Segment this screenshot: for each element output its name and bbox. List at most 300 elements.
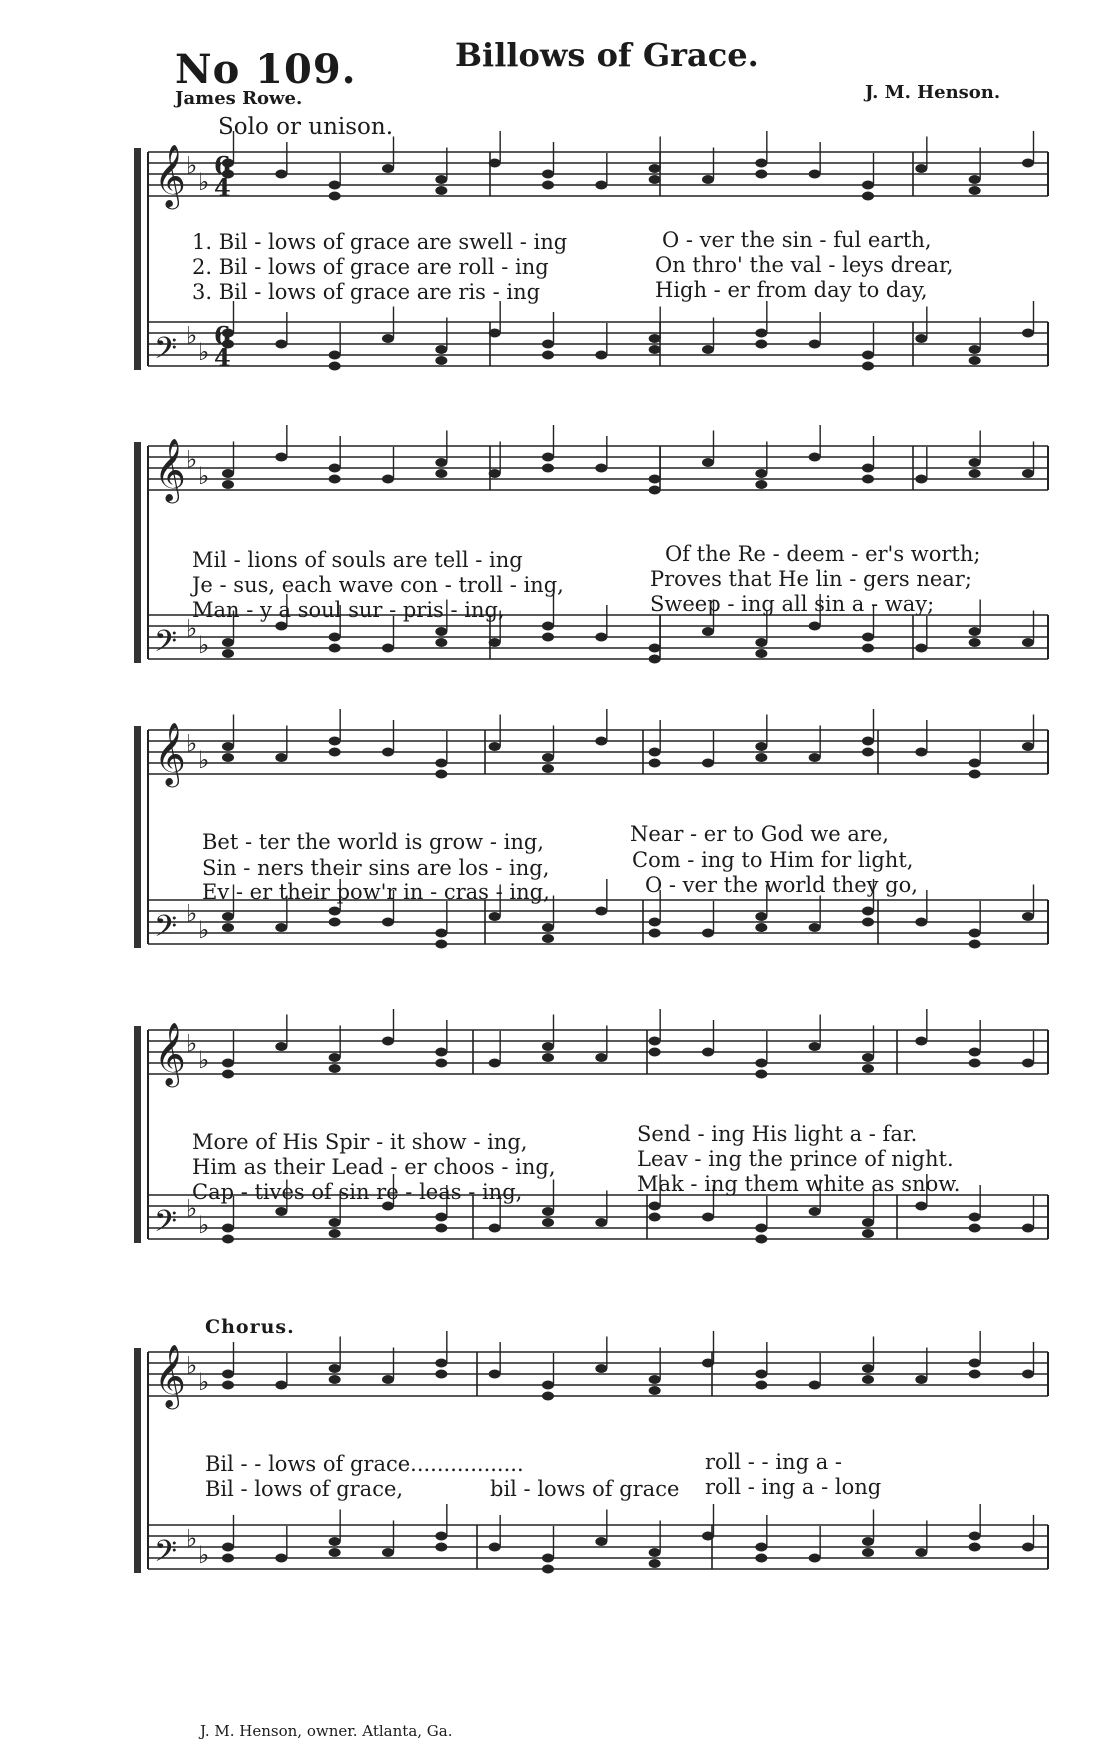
treble-clef: 𝄞 <box>154 438 186 501</box>
note-head <box>809 453 821 462</box>
note-head <box>435 1359 447 1368</box>
note-head <box>969 1359 981 1368</box>
copyright-footer: J. M. Henson, owner. Atlanta, Ga. <box>200 1722 453 1740</box>
note-head <box>862 1064 874 1073</box>
note-head <box>969 1532 981 1541</box>
note-head <box>542 1053 554 1062</box>
flat-sign: ♭ <box>186 1351 198 1380</box>
bass-clef: 𝄢 <box>154 1535 178 1576</box>
note-head <box>649 475 661 484</box>
note-head <box>222 480 234 489</box>
note-head <box>1022 1224 1034 1233</box>
note-head <box>649 644 661 653</box>
flat-sign: ♭ <box>198 462 210 490</box>
note-head <box>649 486 661 495</box>
note-head <box>862 748 874 757</box>
verse-1-lyric-d: Of the Re - deem - er's worth; <box>665 542 981 566</box>
note-head <box>969 929 981 938</box>
flat-sign: ♭ <box>186 321 198 350</box>
flat-sign: ♭ <box>198 746 210 774</box>
note-head <box>329 475 341 484</box>
note-head <box>862 918 874 927</box>
note-head <box>382 918 394 927</box>
note-head <box>969 759 981 768</box>
note-head <box>862 633 874 642</box>
verse-2-lyric-d: Proves that He lin - gers near; <box>650 567 972 591</box>
verse-3-lyric-d: Sweep - ing all sin a - way; <box>650 592 935 616</box>
note-head <box>1022 1543 1034 1552</box>
note-head <box>222 1070 234 1079</box>
verse-3-lyric-h: Mak - ing them white as snow. <box>637 1172 961 1196</box>
note-head <box>435 186 447 195</box>
note-head <box>969 1543 981 1552</box>
time-signature: 6 <box>214 151 231 180</box>
note-head <box>755 912 767 921</box>
note-head <box>755 1381 767 1390</box>
flat-sign: ♭ <box>186 1194 198 1223</box>
note-head <box>862 181 874 190</box>
note-head <box>755 1070 767 1079</box>
note-head <box>862 351 874 360</box>
note-head <box>222 649 234 658</box>
chorus-lyric-2a: Bil - lows of grace, <box>205 1477 404 1501</box>
note-head <box>915 644 927 653</box>
note-head <box>329 737 341 746</box>
note-head <box>862 1364 874 1373</box>
note-head <box>969 1059 981 1068</box>
note-head <box>275 1554 287 1563</box>
note-head <box>329 1064 341 1073</box>
note-head <box>329 907 341 916</box>
treble-clef: 𝄞 <box>154 722 186 785</box>
note-head <box>542 1218 554 1227</box>
note-head <box>702 929 714 938</box>
note-head <box>595 464 607 473</box>
note-head <box>649 1213 661 1222</box>
hymn-number: No 109. <box>175 46 357 93</box>
note-head <box>809 1554 821 1563</box>
note-head <box>489 742 501 751</box>
note-head <box>329 918 341 927</box>
flat-sign: ♭ <box>198 1211 210 1239</box>
note-head <box>435 1543 447 1552</box>
lyricist-credit: James Rowe. <box>175 88 303 109</box>
note-head <box>809 753 821 762</box>
chorus-lyric-2b: bil - lows of grace <box>490 1477 680 1501</box>
verse-1-lyric-a: 1. Bil - lows of grace are swell - ing <box>192 230 568 254</box>
note-head <box>755 638 767 647</box>
note-head <box>542 464 554 473</box>
flat-sign: ♭ <box>198 631 210 659</box>
note-head <box>809 1042 821 1051</box>
note-head <box>862 362 874 371</box>
note-head <box>702 1213 714 1222</box>
note-head <box>755 159 767 168</box>
note-head <box>382 475 394 484</box>
note-head <box>595 351 607 360</box>
verse-2-lyric-f: Com - ing to Him for light, <box>632 848 914 872</box>
note-head <box>649 1559 661 1568</box>
time-signature: 6 <box>214 321 231 350</box>
note-head <box>969 175 981 184</box>
note-head <box>755 1059 767 1068</box>
note-head <box>755 1224 767 1233</box>
note-head <box>329 351 341 360</box>
note-head <box>755 1370 767 1379</box>
note-head <box>649 759 661 768</box>
note-head <box>969 627 981 636</box>
flat-sign: ♭ <box>186 1029 198 1058</box>
note-head <box>969 1213 981 1222</box>
verse-1-lyric-g: More of His Spir - it show - ing, <box>192 1130 528 1154</box>
note-head <box>595 907 607 916</box>
note-head <box>702 458 714 467</box>
system-bracket <box>134 1348 141 1573</box>
note-head <box>1022 1059 1034 1068</box>
note-head <box>275 622 287 631</box>
note-head <box>542 1381 554 1390</box>
note-head <box>649 175 661 184</box>
note-head <box>329 192 341 201</box>
note-head <box>275 340 287 349</box>
note-head <box>969 186 981 195</box>
note-head <box>595 633 607 642</box>
note-head <box>915 1037 927 1046</box>
note-head <box>755 1554 767 1563</box>
note-head <box>275 170 287 179</box>
system-bracket <box>134 148 141 370</box>
note-head <box>862 464 874 473</box>
note-head <box>275 1042 287 1051</box>
note-head <box>222 1543 234 1552</box>
note-head <box>915 475 927 484</box>
note-head <box>649 655 661 664</box>
note-head <box>649 164 661 173</box>
note-head <box>595 1053 607 1062</box>
note-head <box>435 627 447 636</box>
note-head <box>649 1375 661 1384</box>
time-signature: 4 <box>214 173 231 202</box>
verse-3-lyric-b: High - er from day to day, <box>655 278 928 302</box>
hymn-title: Billows of Grace. <box>455 36 759 74</box>
note-head <box>649 1386 661 1395</box>
note-head <box>542 351 554 360</box>
note-head <box>435 356 447 365</box>
note-head <box>702 175 714 184</box>
note-head <box>862 737 874 746</box>
note-head <box>329 1537 341 1546</box>
note-head <box>435 1048 447 1057</box>
flat-sign: ♭ <box>198 168 210 196</box>
bass-clef: 𝄢 <box>154 625 178 666</box>
note-head <box>329 1375 341 1384</box>
note-head <box>649 1037 661 1046</box>
note-head <box>809 923 821 932</box>
note-head <box>702 1532 714 1541</box>
note-head <box>1022 329 1034 338</box>
note-head <box>969 458 981 467</box>
note-head <box>809 1207 821 1216</box>
note-head <box>329 464 341 473</box>
note-head <box>862 907 874 916</box>
note-head <box>382 334 394 343</box>
flat-sign: ♭ <box>198 338 210 366</box>
note-head <box>489 912 501 921</box>
treble-clef: 𝄞 <box>154 1022 186 1085</box>
note-head <box>969 1370 981 1379</box>
note-head <box>329 1364 341 1373</box>
time-signature: 4 <box>214 343 231 372</box>
note-head <box>329 181 341 190</box>
note-head <box>489 159 501 168</box>
note-head <box>222 742 234 751</box>
note-head <box>489 1543 501 1552</box>
note-head <box>649 929 661 938</box>
note-head <box>649 748 661 757</box>
note-head <box>329 362 341 371</box>
note-head <box>1022 159 1034 168</box>
note-head <box>862 1375 874 1384</box>
note-head <box>809 340 821 349</box>
note-head <box>969 469 981 478</box>
note-head <box>382 1375 394 1384</box>
note-head <box>755 480 767 489</box>
note-head <box>862 1229 874 1238</box>
note-head <box>649 918 661 927</box>
note-head <box>1022 1370 1034 1379</box>
note-head <box>595 1537 607 1546</box>
system-bracket <box>134 442 141 663</box>
note-head <box>435 759 447 768</box>
note-head <box>702 627 714 636</box>
note-head <box>222 1224 234 1233</box>
note-head <box>382 164 394 173</box>
note-head <box>542 923 554 932</box>
verse-2-lyric-h: Leav - ing the prince of night. <box>637 1147 954 1171</box>
note-head <box>969 356 981 365</box>
verse-3-lyric-c: Man - y a soul sur - pris - ing, <box>192 598 505 622</box>
chorus-lyric-2c: roll - ing a - long <box>705 1475 882 1499</box>
performance-instruction: Solo or unison. <box>218 114 394 140</box>
note-head <box>329 633 341 642</box>
note-head <box>222 1370 234 1379</box>
note-head <box>222 638 234 647</box>
verse-2-lyric-c: Je - sus, each wave con - troll - ing, <box>192 573 564 597</box>
note-head <box>435 638 447 647</box>
note-head <box>542 764 554 773</box>
note-head <box>489 1059 501 1068</box>
note-head <box>702 1048 714 1057</box>
flat-sign: ♭ <box>186 1524 198 1553</box>
note-head <box>542 1565 554 1574</box>
flat-sign: ♭ <box>186 899 198 928</box>
verse-1-lyric-b: O - ver the sin - ful earth, <box>662 228 932 252</box>
note-head <box>542 340 554 349</box>
note-head <box>649 345 661 354</box>
note-head <box>542 1554 554 1563</box>
flat-sign: ♭ <box>198 916 210 944</box>
note-head <box>755 170 767 179</box>
note-head <box>542 453 554 462</box>
note-head <box>649 1048 661 1057</box>
chorus-label: Chorus. <box>205 1316 295 1338</box>
note-head <box>435 940 447 949</box>
note-head <box>969 1224 981 1233</box>
flat-sign: ♭ <box>198 1541 210 1569</box>
verse-1-lyric-c: Mil - lions of souls are tell - ing <box>192 548 523 572</box>
verse-2-lyric-g: Him as their Lead - er choos - ing, <box>192 1155 556 1179</box>
verse-2-lyric-b: On thro' the val - leys drear, <box>655 253 954 277</box>
verse-3-lyric-f: O - ver the world they go, <box>645 873 918 897</box>
note-head <box>542 1042 554 1051</box>
note-head <box>489 1224 501 1233</box>
chorus-lyric-1b: roll - - ing a - <box>705 1450 842 1474</box>
note-head <box>1022 638 1034 647</box>
note-head <box>435 345 447 354</box>
note-head <box>329 1218 341 1227</box>
note-head <box>222 923 234 932</box>
verse-1-lyric-e: Bet - ter the world is grow - ing, <box>202 830 544 854</box>
note-head <box>1022 469 1034 478</box>
note-head <box>702 1359 714 1368</box>
note-head <box>435 1532 447 1541</box>
note-head <box>862 192 874 201</box>
note-head <box>489 329 501 338</box>
note-head <box>915 164 927 173</box>
note-head <box>755 753 767 762</box>
note-head <box>275 753 287 762</box>
note-head <box>329 1053 341 1062</box>
note-head <box>755 649 767 658</box>
note-head <box>329 748 341 757</box>
note-head <box>435 1370 447 1379</box>
verse-3-lyric-e: Ev - er their pow'r in - cras - ing, <box>202 880 550 904</box>
note-head <box>755 1543 767 1552</box>
verse-1-lyric-h: Send - ing His light a - far. <box>637 1122 918 1146</box>
note-head <box>702 759 714 768</box>
note-head <box>862 1548 874 1557</box>
note-head <box>755 329 767 338</box>
note-head <box>595 181 607 190</box>
note-head <box>915 748 927 757</box>
note-head <box>969 940 981 949</box>
note-head <box>809 170 821 179</box>
note-head <box>915 1548 927 1557</box>
note-head <box>222 1381 234 1390</box>
note-head <box>1022 912 1034 921</box>
note-head <box>435 770 447 779</box>
note-head <box>542 170 554 179</box>
note-head <box>382 748 394 757</box>
verse-3-lyric-g: Cap - tives of sin re - leas - ing, <box>192 1180 523 1204</box>
note-head <box>542 633 554 642</box>
note-head <box>755 1235 767 1244</box>
note-head <box>329 644 341 653</box>
note-head <box>969 345 981 354</box>
note-head <box>222 469 234 478</box>
note-head <box>222 1059 234 1068</box>
note-head <box>275 1381 287 1390</box>
note-head <box>649 334 661 343</box>
note-head <box>435 469 447 478</box>
flat-sign: ♭ <box>186 445 198 474</box>
bass-clef: 𝄢 <box>154 332 178 373</box>
composer-credit: J. M. Henson. <box>865 82 1001 103</box>
note-head <box>489 638 501 647</box>
note-head <box>649 1202 661 1211</box>
note-head <box>542 1207 554 1216</box>
verse-1-lyric-f: Near - er to God we are, <box>630 822 889 846</box>
verse-2-lyric-e: Sin - ners their sins are los - ing, <box>202 856 550 880</box>
note-head <box>862 475 874 484</box>
note-head <box>595 1364 607 1373</box>
note-head <box>435 1213 447 1222</box>
note-head <box>542 934 554 943</box>
note-head <box>595 1218 607 1227</box>
note-head <box>915 1375 927 1384</box>
note-head <box>222 1235 234 1244</box>
note-head <box>542 753 554 762</box>
note-head <box>435 1059 447 1068</box>
note-head <box>222 1554 234 1563</box>
note-head <box>915 1202 927 1211</box>
note-head <box>275 453 287 462</box>
treble-clef: 𝄞 <box>154 1344 186 1407</box>
note-head <box>542 181 554 190</box>
treble-clef: 𝄞 <box>154 144 186 207</box>
note-head <box>1022 742 1034 751</box>
note-head <box>755 742 767 751</box>
note-head <box>595 737 607 746</box>
note-head <box>275 923 287 932</box>
note-head <box>809 1381 821 1390</box>
note-head <box>915 334 927 343</box>
note-head <box>435 929 447 938</box>
note-head <box>969 770 981 779</box>
note-head <box>809 622 821 631</box>
note-head <box>382 644 394 653</box>
note-head <box>542 622 554 631</box>
chorus-lyric-1a: Bil - - lows of grace................. <box>205 1452 524 1476</box>
note-head <box>329 1229 341 1238</box>
note-head <box>435 175 447 184</box>
note-head <box>755 340 767 349</box>
note-head <box>969 1048 981 1057</box>
note-head <box>862 1218 874 1227</box>
system-bracket <box>134 1026 141 1243</box>
bass-clef: 𝄢 <box>154 1205 178 1246</box>
note-head <box>435 458 447 467</box>
note-head <box>649 1548 661 1557</box>
system-bracket <box>134 726 141 948</box>
bass-clef: 𝄢 <box>154 910 178 951</box>
note-head <box>275 1207 287 1216</box>
note-head <box>222 753 234 762</box>
note-head <box>969 638 981 647</box>
flat-sign: ♭ <box>186 614 198 643</box>
note-head <box>862 1053 874 1062</box>
flat-sign: ♭ <box>186 729 198 758</box>
note-head <box>329 1548 341 1557</box>
flat-sign: ♭ <box>198 1046 210 1074</box>
flat-sign: ♭ <box>186 151 198 180</box>
note-head <box>382 1037 394 1046</box>
note-head <box>862 644 874 653</box>
note-head <box>862 1537 874 1546</box>
note-head <box>435 1224 447 1233</box>
note-head <box>542 1392 554 1401</box>
flat-sign: ♭ <box>198 1368 210 1396</box>
